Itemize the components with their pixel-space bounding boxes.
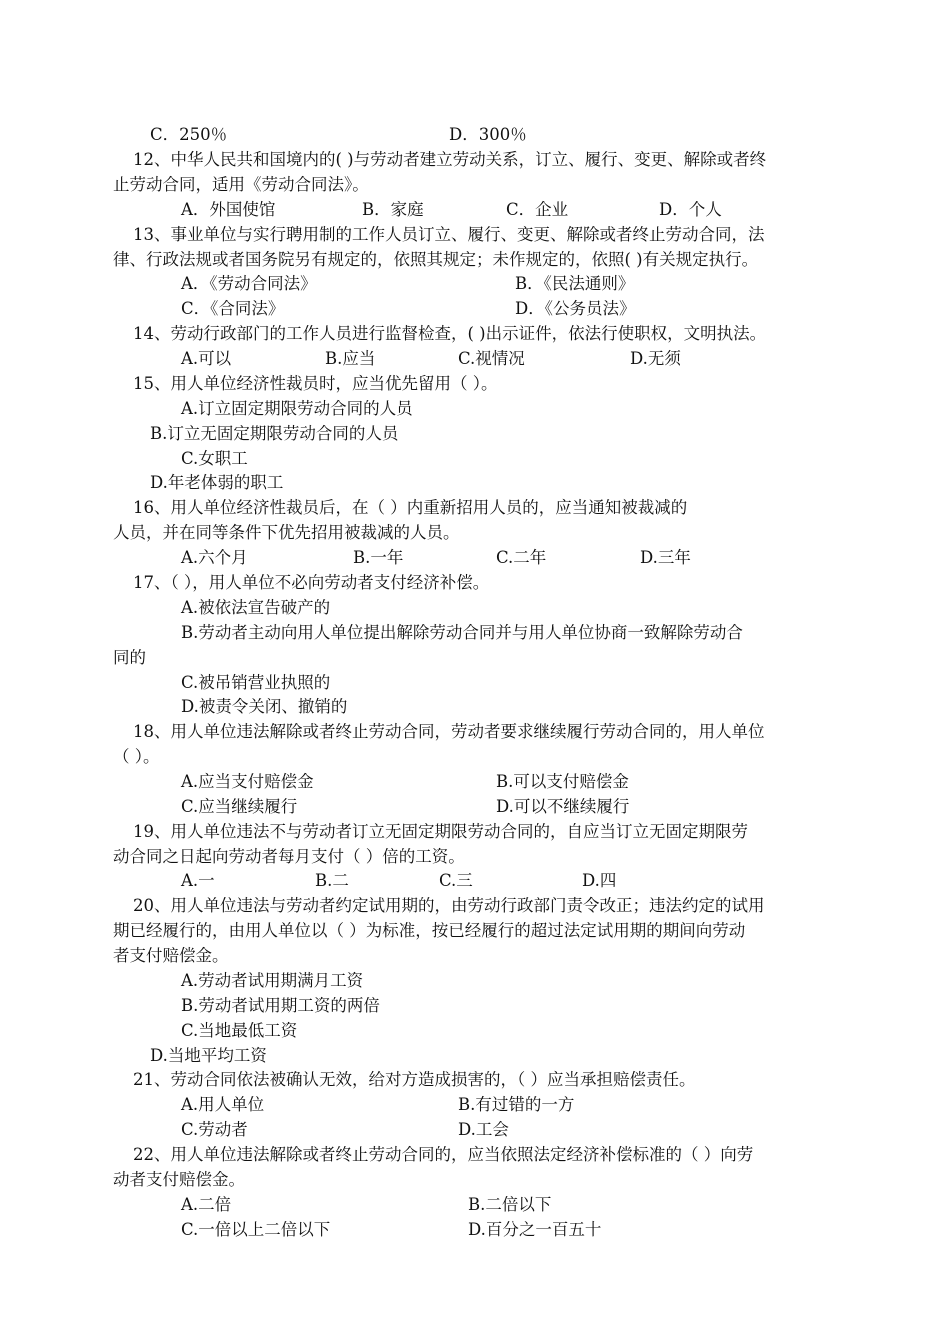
- q21-option-a: A.用人单位: [181, 1095, 265, 1114]
- q19-option-d: D.四: [582, 871, 617, 890]
- q21-stem-line1: 21、劳动合同依法被确认无效，给对方造成损害的，（ ）应当承担赔偿责任。: [133, 1070, 696, 1089]
- q21-option-c: C.劳动者: [181, 1120, 248, 1139]
- q13-option-b: B．《民法通则》: [515, 274, 635, 293]
- q20-option-c: C.当地最低工资: [181, 1021, 298, 1040]
- q17-option-a: A.被依法宣告破产的: [181, 598, 331, 617]
- q18-option-a: A.应当支付赔偿金: [181, 772, 314, 791]
- q18-option-d: D.可以不继续履行: [496, 797, 630, 816]
- q16-option-c: C.二年: [496, 548, 547, 567]
- q20-stem-line1: 20、用人单位违法与劳动者约定试用期的，由劳动行政部门责令改正；违法约定的试用: [133, 896, 765, 915]
- q14-option-a: A.可以: [181, 349, 232, 368]
- q20-option-d: D.当地平均工资: [150, 1046, 267, 1065]
- q14-option-c: C.视情况: [458, 349, 525, 368]
- q12-option-b: B．家庭: [362, 200, 424, 219]
- q12-option-c: C．企业: [506, 200, 569, 219]
- q20-stem-line3: 者支付赔偿金。: [113, 946, 229, 965]
- q17-option-b-line1: B.劳动者主动向用人单位提出解除劳动合同并与用人单位协商一致解除劳动合: [181, 623, 743, 642]
- q12-option-d: D．个人: [659, 200, 722, 219]
- q22-option-c: C.一倍以上二倍以下: [181, 1220, 331, 1239]
- q11-option-c: C．250％: [150, 125, 228, 144]
- q11-option-d: D．300％: [449, 125, 527, 144]
- q12-stem-line1: 12、中华人民共和国境内的( )与劳动者建立劳动关系，订立、履行、变更、解除或者终: [133, 150, 767, 169]
- q15-option-b: B.订立无固定期限劳动合同的人员: [150, 424, 399, 443]
- q22-stem-line2: 动者支付赔偿金。: [113, 1170, 245, 1189]
- q15-option-c: C.女职工: [181, 449, 248, 468]
- q16-option-a: A.六个月: [181, 548, 248, 567]
- q20-option-a: A.劳动者试用期满月工资: [181, 971, 364, 990]
- q14-stem-line1: 14、劳动行政部门的工作人员进行监督检查，( )出示证件，依法行使职权，文明执法。: [133, 324, 767, 343]
- q19-option-c: C.三: [439, 871, 473, 890]
- q15-option-d: D.年老体弱的职工: [150, 473, 284, 492]
- q21-option-d: D.工会: [458, 1120, 509, 1139]
- q20-stem-line2: 期已经履行的，由用人单位以（ ）为标准，按已经履行的超过法定试用期的期间向劳动: [113, 921, 746, 940]
- q22-option-a: A.二倍: [181, 1195, 232, 1214]
- q21-option-b: B.有过错的一方: [458, 1095, 575, 1114]
- q18-option-b: B.可以支付赔偿金: [496, 772, 629, 791]
- q22-stem-line1: 22、用人单位违法解除或者终止劳动合同的，应当依照法定经济补偿标准的（ ）向劳: [133, 1145, 754, 1164]
- q22-option-b: B.二倍以下: [468, 1195, 552, 1214]
- q14-option-d: D.无须: [630, 349, 681, 368]
- q16-option-b: B.一年: [353, 548, 404, 567]
- q13-stem-line2: 律、行政法规或者国务院另有规定的，依照其规定；未作规定的，依照( )有关规定执行。: [113, 250, 759, 269]
- q18-stem-line2: （ ）。: [113, 747, 160, 766]
- q20-option-b: B.劳动者试用期工资的两倍: [181, 996, 380, 1015]
- q18-option-c: C.应当继续履行: [181, 797, 298, 816]
- q17-stem-line1: 17、（ ），用人单位不必向劳动者支付经济补偿。: [133, 573, 490, 592]
- q16-option-d: D.三年: [640, 548, 691, 567]
- q18-stem-line1: 18、用人单位违法解除或者终止劳动合同，劳动者要求继续履行劳动合同的，用人单位: [133, 722, 765, 741]
- q17-option-d: D.被责令关闭、撤销的: [181, 697, 348, 716]
- q16-stem-line2: 人员，并在同等条件下优先招用被裁减的人员。: [113, 523, 460, 542]
- q14-option-b: B.应当: [325, 349, 376, 368]
- q19-stem-line2: 动合同之日起向劳动者每月支付（ ）倍的工资。: [113, 847, 465, 866]
- q13-option-c: C．《合同法》: [181, 299, 285, 318]
- q16-stem-line1: 16、用人单位经济性裁员后，在（ ）内重新招用人员的，应当通知被裁减的: [133, 498, 688, 517]
- q12-stem-line2: 止劳动合同，适用《劳动合同法》。: [113, 175, 369, 194]
- q13-option-a: A．《劳动合同法》: [181, 274, 317, 293]
- q12-option-a: A．外国使馆: [181, 200, 276, 219]
- q13-stem-line1: 13、事业单位与实行聘用制的工作人员订立、履行、变更、解除或者终止劳动合同，法: [133, 225, 765, 244]
- q19-option-a: A.一: [181, 871, 215, 890]
- q17-option-c: C.被吊销营业执照的: [181, 673, 331, 692]
- q13-option-d: D．《公务员法》: [515, 299, 636, 318]
- q15-option-a: A.订立固定期限劳动合同的人员: [181, 399, 413, 418]
- q19-stem-line1: 19、用人单位违法不与劳动者订立无固定期限劳动合同的，自应当订立无固定期限劳: [133, 822, 748, 841]
- q15-stem-line1: 15、用人单位经济性裁员时，应当优先留用（ ）。: [133, 374, 498, 393]
- q19-option-b: B.二: [315, 871, 349, 890]
- q17-option-b-line2: 同的: [113, 648, 146, 667]
- q22-option-d: D.百分之一百五十: [468, 1220, 602, 1239]
